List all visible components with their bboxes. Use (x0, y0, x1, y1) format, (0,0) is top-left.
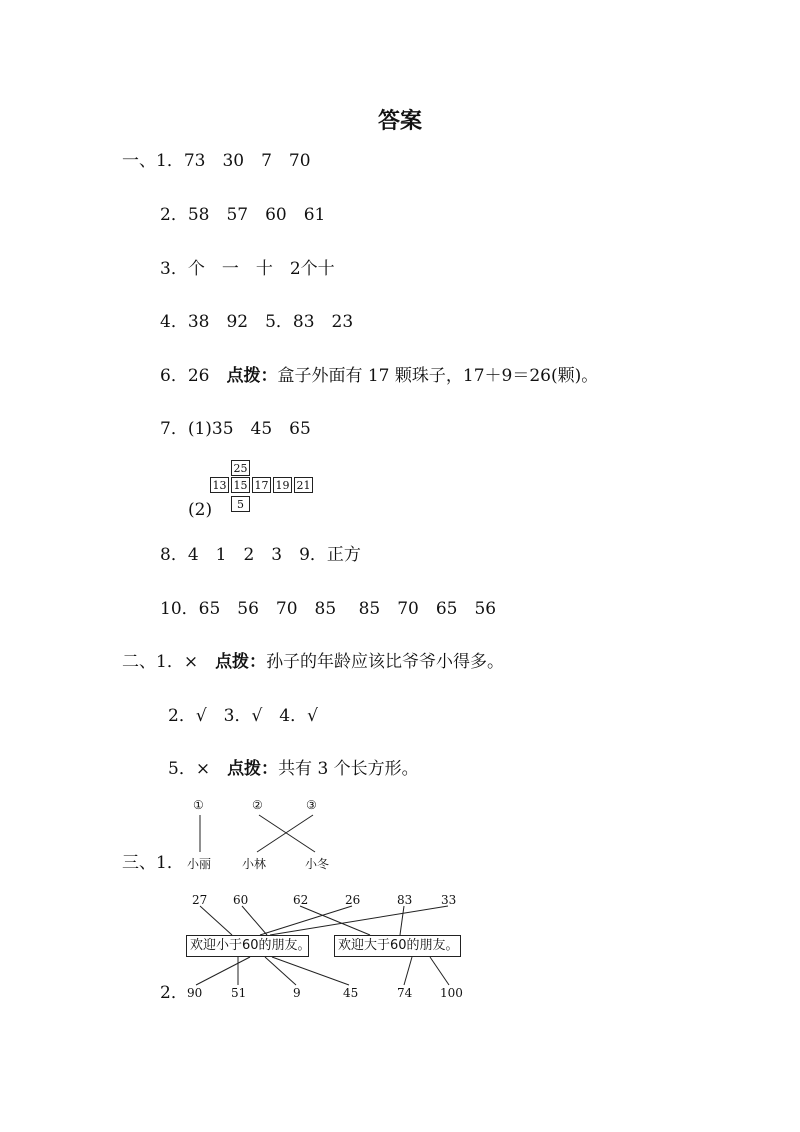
answer-1-3: 3．个 一 十 2个十 (160, 259, 335, 279)
name-label: 小丽 (187, 857, 212, 871)
bottom-number: 90 (187, 986, 203, 1000)
answer-2-1-value: 二、1．× (122, 652, 216, 672)
bottom-number: 100 (440, 986, 463, 1000)
box-greater-than-60: 欢迎大于60的朋友。 (334, 935, 461, 957)
answer-1-2: 2．58 57 60 61 (160, 205, 326, 225)
answer-3-1: 三、1． (122, 853, 184, 873)
hint-text: 共有 3 个长方形。 (278, 759, 419, 779)
grid-cell-bottom: 5 (231, 496, 250, 512)
answer-1-7: 7．(1)35 45 65 (160, 419, 311, 439)
hint-text: 盒子外面有 17 颗珠子，17＋9＝26(颗)。 (277, 366, 599, 386)
grid-cell: 19 (273, 477, 292, 493)
page-title: 答案 (377, 109, 422, 134)
top-number: 62 (293, 893, 309, 907)
answer-2-2: 2．√ 3．√ 4．√ (168, 706, 318, 726)
top-number: 26 (345, 893, 361, 907)
bottom-number: 51 (231, 986, 247, 1000)
circle-label: ③ (306, 798, 317, 812)
answer-2-5-value: 5．× (168, 759, 228, 779)
hint-label: 点拨： (215, 652, 267, 672)
answer-1-7-2: (2) (188, 500, 213, 520)
answer-1-6-value: 6．26 (160, 366, 227, 386)
grid-cell: 15 (231, 477, 250, 493)
answer-1-8: 8．4 1 2 3 9．正方 (160, 545, 361, 565)
answer-1-1: 一、1．73 30 7 70 (122, 151, 311, 171)
grid-cell: 17 (252, 477, 271, 493)
top-number: 83 (397, 893, 413, 907)
name-label: 小冬 (305, 857, 330, 871)
top-number: 27 (192, 893, 208, 907)
box-less-than-60: 欢迎小于60的朋友。 (186, 935, 309, 957)
hint-label: 点拨： (226, 366, 278, 386)
answer-3-2: 2． (160, 983, 188, 1003)
top-number: 60 (233, 893, 249, 907)
hint-text: 孙子的年龄应该比爷爷小得多。 (266, 652, 505, 672)
bottom-number: 74 (397, 986, 413, 1000)
answer-1-10: 10．65 56 70 85 85 70 65 56 (160, 599, 497, 619)
bottom-number: 45 (343, 986, 359, 1000)
hint-label: 点拨： (227, 759, 279, 779)
answer-1-4: 4．38 92 5．83 23 (160, 312, 354, 332)
top-number: 33 (441, 893, 457, 907)
grid-cell: 21 (294, 477, 313, 493)
grid-cell-top: 25 (231, 460, 250, 476)
grid-cell: 13 (210, 477, 229, 493)
bottom-number: 9 (293, 986, 301, 1000)
circle-label: ① (193, 798, 204, 812)
name-label: 小林 (242, 857, 267, 871)
circle-label: ② (252, 798, 263, 812)
